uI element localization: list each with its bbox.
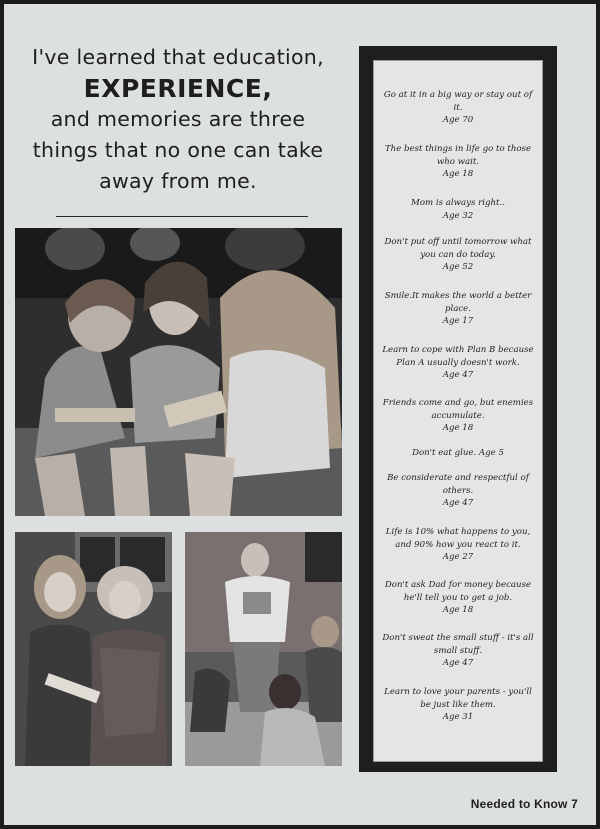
students-photo	[185, 532, 342, 766]
quote-text: Be considerate and respectful of others.	[387, 473, 529, 496]
quote-item	[382, 632, 534, 670]
quote-text: Learn to cope with Plan B because Plan A usually doesn't work.	[382, 345, 534, 368]
quote-text: Don't eat glue. Age 5	[412, 448, 504, 458]
quote-item	[382, 143, 534, 181]
heading-line-5: away from me.	[99, 169, 257, 193]
quote-age: Age 27	[442, 552, 474, 562]
quote-age: Age 32	[442, 210, 474, 221]
quotes-panel	[359, 46, 557, 772]
quote-item	[382, 579, 534, 617]
heading-line-2: EXPERIENCE,	[83, 74, 273, 103]
quote-item	[382, 447, 534, 460]
quote-text: Friends come and go, but enemies accumulate.	[382, 398, 534, 421]
heading-line-1: I've learned that education,	[32, 45, 324, 69]
quote-item	[382, 197, 534, 222]
heading-line-3: and memories are three	[50, 107, 306, 131]
quote-text: Don't put off until tomorrow what you can do today.	[384, 237, 532, 260]
quote-item	[382, 397, 534, 435]
quote-item	[382, 290, 534, 328]
quote-text: Life is 10% what happens to you, and 90% how you react to it.	[385, 527, 531, 550]
quote-age: Age 47	[442, 498, 474, 508]
page-heading	[18, 42, 338, 197]
quote-text: Don't ask Dad for money because he'll tell you to get a job.	[384, 580, 532, 603]
quote-item	[382, 686, 534, 724]
quote-item	[382, 89, 534, 127]
quote-age: Age 31	[442, 712, 474, 722]
quote-text: Learn to love your parents - you'll be just like them.	[384, 687, 532, 710]
quote-text: Don't sweat the small stuff - it's all small stuff.	[382, 633, 534, 656]
quote-item	[382, 526, 534, 564]
quote-age: Age 47	[442, 658, 474, 668]
quote-text: Go at it in a big way or stay out of it.	[383, 90, 533, 113]
quote-age: Age 18	[442, 605, 474, 615]
quotes-list	[373, 60, 543, 762]
quote-age: Age 70	[442, 115, 474, 125]
quote-text: Mom is always right..	[411, 198, 505, 208]
quote-item	[382, 236, 534, 274]
quote-text: Smile.It makes the world a better place.	[384, 291, 532, 314]
quote-item	[382, 344, 534, 382]
yearbook-page	[4, 4, 596, 825]
quote-age: Age 52	[442, 262, 474, 272]
quote-age: Age 18	[442, 423, 474, 433]
quote-item	[382, 472, 534, 510]
page-footer: Needed to Know 7	[470, 797, 578, 811]
heading-divider	[56, 216, 308, 217]
quote-text: The best things in life go to those who wait.	[384, 144, 532, 167]
teachers-photo	[15, 532, 172, 766]
quote-age: Age 47	[442, 370, 474, 380]
quote-age: Age 18	[442, 169, 474, 179]
main-photo	[15, 228, 342, 516]
quote-age: Age 17	[442, 316, 474, 326]
heading-line-4: things that no one can take	[32, 138, 324, 162]
